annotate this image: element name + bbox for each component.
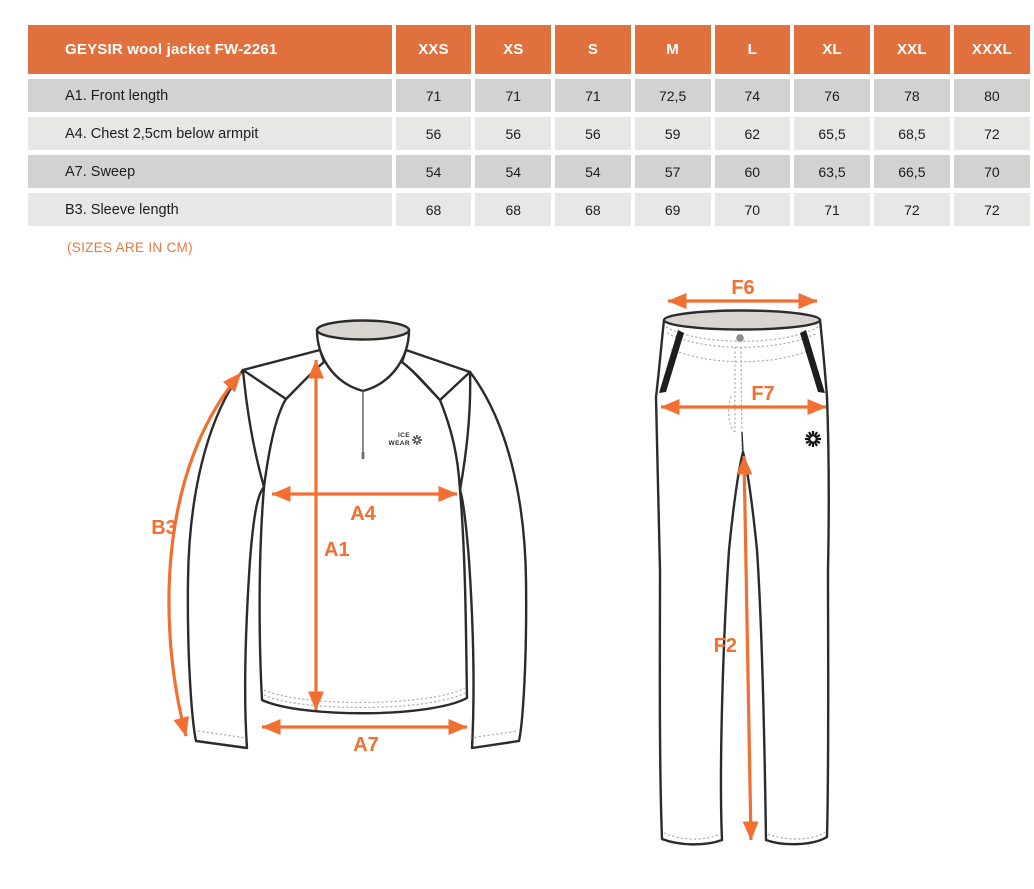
dimension-label-f7: F7: [751, 383, 775, 405]
measure-value: 57: [635, 155, 711, 188]
dimension-label-b3: B3: [151, 517, 177, 539]
dimension-label-a1: A1: [324, 539, 350, 561]
jacket-collar-inside: [317, 321, 409, 340]
measure-value: 72,5: [635, 79, 711, 112]
measure-value: 71: [555, 79, 631, 112]
dimension-label-f6: F6: [731, 277, 755, 299]
measure-label: B3. Sleeve length: [28, 193, 392, 226]
measure-value: 68: [555, 193, 631, 226]
measure-value: 66,5: [874, 155, 950, 188]
measure-value: 69: [635, 193, 711, 226]
measure-label: A7. Sweep: [28, 155, 392, 188]
measure-value: 71: [475, 79, 551, 112]
measure-value: 65,5: [794, 117, 870, 150]
measure-value: 60: [715, 155, 791, 188]
measure-value: 63,5: [794, 155, 870, 188]
size-col-header: XXXL: [954, 25, 1030, 74]
measure-value: 72: [954, 193, 1030, 226]
measure-value: 54: [475, 155, 551, 188]
measure-value: 80: [954, 79, 1030, 112]
measure-value: 62: [715, 117, 791, 150]
measure-value: 70: [715, 193, 791, 226]
measure-label: A1. Front length: [28, 79, 392, 112]
measure-value: 59: [635, 117, 711, 150]
measure-value: 71: [396, 79, 472, 112]
size-col-header: M: [635, 25, 711, 74]
measure-label: A4. Chest 2,5cm below armpit: [28, 117, 392, 150]
product-title: GEYSIR wool jacket FW-2261: [28, 25, 392, 74]
measure-value: 76: [794, 79, 870, 112]
pants-button: [736, 334, 744, 342]
measure-value: 54: [396, 155, 472, 188]
size-col-header: XXS: [396, 25, 472, 74]
measure-value: 56: [555, 117, 631, 150]
icewear-logo-text: ICE: [397, 432, 410, 439]
pants-body: [656, 320, 829, 844]
pants-waist-inside: [664, 311, 820, 330]
dimension-arrow-f2: [744, 456, 751, 840]
pants-front-rise-line: [742, 432, 743, 452]
size-col-header: XL: [794, 25, 870, 74]
measure-value: 71: [794, 193, 870, 226]
measure-value: 56: [475, 117, 551, 150]
dimension-label-f2: F2: [713, 635, 737, 657]
dimension-label-a7: A7: [353, 734, 379, 756]
measure-value: 68,5: [874, 117, 950, 150]
size-col-header: S: [555, 25, 631, 74]
size-col-header: XXL: [874, 25, 950, 74]
measure-value: 72: [954, 117, 1030, 150]
dimension-label-a4: A4: [350, 503, 376, 525]
measure-value: 78: [874, 79, 950, 112]
icewear-logo-text: WEAR: [388, 440, 410, 447]
measure-value: 56: [396, 117, 472, 150]
measure-value: 72: [874, 193, 950, 226]
measure-value: 68: [475, 193, 551, 226]
measure-value: 68: [396, 193, 472, 226]
measure-value: 74: [715, 79, 791, 112]
pants-drawing: [656, 277, 829, 844]
measure-value: 70: [954, 155, 1030, 188]
jacket-drawing: [151, 321, 526, 757]
measure-value: 54: [555, 155, 631, 188]
units-note: (SIZES ARE IN CM): [67, 240, 193, 255]
size-col-header: XS: [475, 25, 551, 74]
jacket-zipper-pull: [362, 452, 365, 459]
jacket-right-sleeve: [460, 372, 526, 748]
jacket-left-sleeve: [188, 370, 264, 748]
size-col-header: L: [715, 25, 791, 74]
